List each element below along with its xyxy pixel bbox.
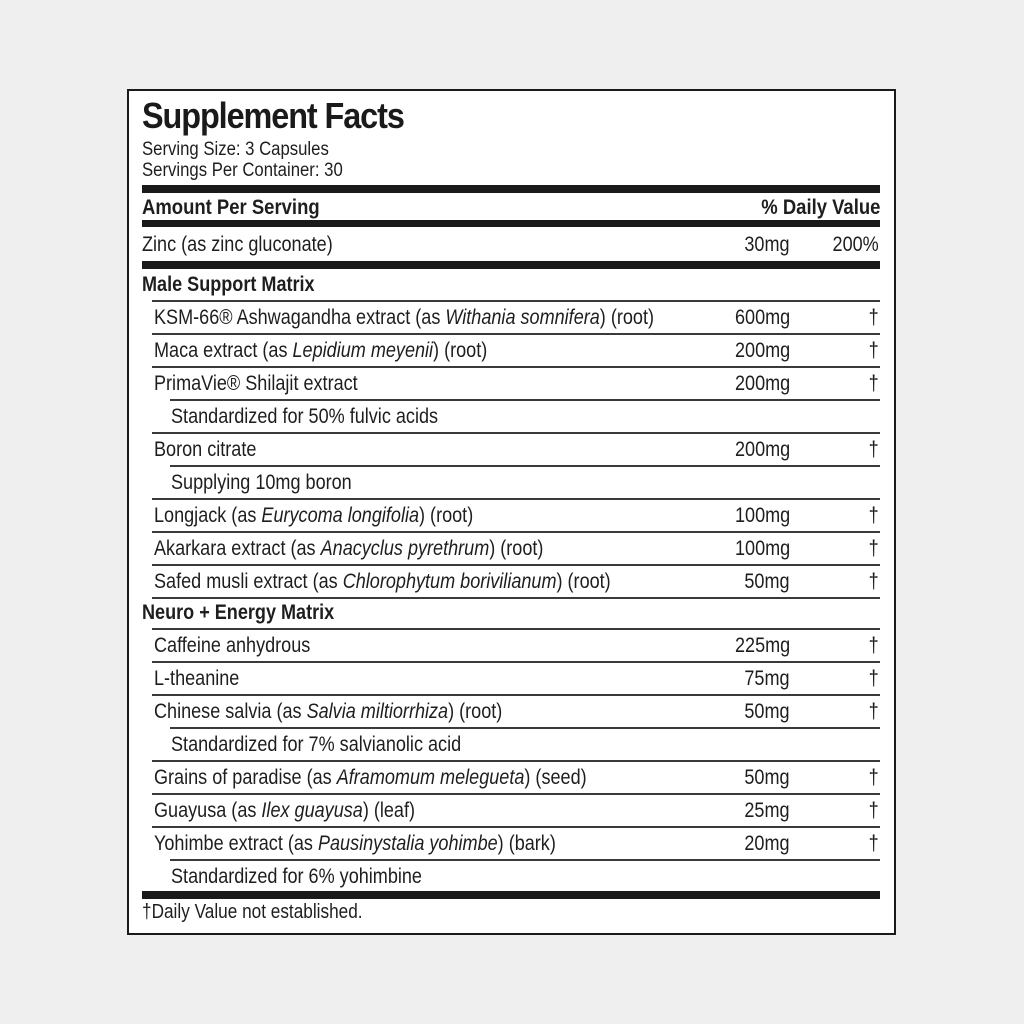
ingredient-amount: 50mg xyxy=(744,766,790,789)
ingredient-name xyxy=(154,504,473,528)
row-divider xyxy=(152,661,880,663)
nutrient-amount: 30mg xyxy=(744,233,790,256)
ingredient-text: Safed musli extract (as xyxy=(154,570,343,593)
ingredient-text: Maca extract (as xyxy=(154,339,293,362)
plant-part: ) (root) xyxy=(599,306,654,329)
latin-name: Lepidium meyenii xyxy=(292,339,434,362)
note-text: Standardized for 6% yohimbine xyxy=(171,865,422,888)
latin-name: Anacyclus pyrethrum xyxy=(320,537,490,560)
row-divider xyxy=(152,498,880,500)
row-divider xyxy=(170,465,880,467)
ingredient-row xyxy=(142,826,880,859)
ingredient-row xyxy=(142,531,880,564)
ingredient-row xyxy=(142,694,880,727)
ingredient-text: Guayusa (as xyxy=(154,799,262,822)
ingredient-amount: 25mg xyxy=(744,799,790,822)
note-text: Standardized for 7% salvianolic acid xyxy=(171,733,462,756)
serving-size: Serving Size: 3 Capsules xyxy=(142,139,329,160)
ingredient-subnote-row xyxy=(142,399,880,432)
section-title: Male Support Matrix xyxy=(142,273,315,296)
plant-part: ) (root) xyxy=(433,339,488,362)
dagger-icon: † xyxy=(868,634,879,657)
ingredient-amount: 100mg xyxy=(734,537,790,560)
ingredient-name xyxy=(154,372,358,396)
nutrient-name: Zinc (as zinc gluconate) xyxy=(142,233,333,256)
latin-name: Chlorophytum borivilianum xyxy=(342,570,557,593)
dagger-icon: † xyxy=(868,372,879,395)
note-text: Supplying 10mg boron xyxy=(171,471,352,494)
section-title: Neuro + Energy Matrix xyxy=(142,601,335,624)
ingredient-text: L-theanine xyxy=(154,667,240,690)
section-header xyxy=(142,597,880,628)
daily-value: 200% xyxy=(832,233,879,256)
plant-part: ) (root) xyxy=(448,700,503,723)
ingredient-text: Akarkara extract (as xyxy=(154,537,321,560)
dagger-icon: † xyxy=(868,766,879,789)
dagger-icon: † xyxy=(868,537,879,560)
row-divider xyxy=(152,694,880,696)
ingredient-amount: 75mg xyxy=(744,667,790,690)
row-divider xyxy=(152,300,880,302)
dagger-icon: † xyxy=(868,832,879,855)
ingredient-note xyxy=(171,471,352,495)
label-title: Supplement Facts xyxy=(142,95,404,136)
ingredient-subnote-row xyxy=(142,727,880,760)
row-divider xyxy=(152,366,880,368)
daily-value-label: % Daily Value xyxy=(760,196,880,219)
ingredient-row xyxy=(142,760,880,793)
dagger-icon: † xyxy=(868,799,879,822)
ingredient-name xyxy=(154,306,654,330)
ingredient-name xyxy=(154,832,556,856)
ingredient-amount: 600mg xyxy=(734,306,790,329)
latin-name: Ilex guayusa xyxy=(261,799,363,822)
ingredient-name xyxy=(154,339,487,363)
plant-part: ) (root) xyxy=(419,504,474,527)
note-text: Standardized for 50% fulvic acids xyxy=(171,405,439,428)
row-divider xyxy=(170,859,880,861)
ingredient-amount: 20mg xyxy=(744,832,790,855)
plant-part: ) (bark) xyxy=(497,832,556,855)
ingredient-row xyxy=(142,300,880,333)
ingredient-text: Boron citrate xyxy=(154,438,257,461)
ingredient-note xyxy=(171,405,438,429)
ingredient-name xyxy=(154,766,587,790)
row-divider xyxy=(152,826,880,828)
ingredient-row xyxy=(142,366,880,399)
ingredient-name xyxy=(154,799,415,823)
row-divider xyxy=(152,628,880,630)
ingredient-row xyxy=(142,498,880,531)
dagger-icon: † xyxy=(868,570,879,593)
ingredient-text: PrimaVie® Shilajit extract xyxy=(154,372,358,395)
dagger-icon: † xyxy=(868,438,879,461)
latin-name: Withania somnifera xyxy=(445,306,600,329)
dagger-icon: † xyxy=(868,339,879,362)
thick-divider xyxy=(142,220,880,227)
ingredient-row xyxy=(142,333,880,366)
section-header xyxy=(142,269,880,300)
plant-part: ) (leaf) xyxy=(362,799,416,822)
ingredient-amount: 200mg xyxy=(734,339,790,362)
ingredient-row xyxy=(142,661,880,694)
ingredient-name xyxy=(154,438,256,462)
ingredient-amount: 200mg xyxy=(734,438,790,461)
row-divider xyxy=(152,564,880,566)
latin-name: Aframomum melegueta xyxy=(336,766,525,789)
ingredient-row xyxy=(142,564,880,597)
latin-name: Eurycoma longifolia xyxy=(261,504,420,527)
zinc-row xyxy=(142,227,880,260)
ingredient-text: KSM-66® Ashwagandha extract (as xyxy=(154,306,446,329)
row-divider xyxy=(170,727,880,729)
plant-part: ) (root) xyxy=(489,537,544,560)
ingredient-name xyxy=(154,634,310,658)
ingredient-name xyxy=(154,570,611,594)
ingredient-text: Yohimbe extract (as xyxy=(154,832,318,855)
thick-divider xyxy=(142,185,880,193)
footnote: †Daily Value not established. xyxy=(142,901,363,923)
ingredient-row xyxy=(142,432,880,465)
ingredient-amount: 50mg xyxy=(744,700,790,723)
ingredient-amount: 225mg xyxy=(734,634,790,657)
ingredient-subnote-row xyxy=(142,465,880,498)
dagger-icon: † xyxy=(868,504,879,527)
ingredient-amount: 100mg xyxy=(734,504,790,527)
thick-divider xyxy=(142,261,880,269)
row-divider xyxy=(152,432,880,434)
ingredient-text: Chinese salvia (as xyxy=(154,700,307,723)
ingredient-note xyxy=(171,865,422,889)
plant-part: ) (seed) xyxy=(524,766,587,789)
ingredient-row xyxy=(142,628,880,661)
row-divider xyxy=(152,760,880,762)
ingredient-note xyxy=(171,733,461,757)
ingredient-name xyxy=(154,537,543,561)
latin-name: Pausinystalia yohimbe xyxy=(317,832,498,855)
plant-part: ) (root) xyxy=(556,570,611,593)
dagger-icon: † xyxy=(868,306,879,329)
ingredient-row xyxy=(142,793,880,826)
latin-name: Salvia miltiorrhiza xyxy=(306,700,449,723)
servings-per-container: Servings Per Container: 30 xyxy=(142,160,343,181)
amount-per-serving-label: Amount Per Serving xyxy=(142,196,320,219)
row-divider xyxy=(152,333,880,335)
row-divider xyxy=(152,793,880,795)
supplement-facts-label xyxy=(127,89,896,935)
ingredient-subnote-row xyxy=(142,859,880,892)
ingredient-text: Caffeine anhydrous xyxy=(154,634,311,657)
ingredient-text: Longjack (as xyxy=(154,504,262,527)
row-divider xyxy=(170,399,880,401)
amount-header xyxy=(142,193,880,219)
ingredient-amount: 50mg xyxy=(744,570,790,593)
ingredient-text: Grains of paradise (as xyxy=(154,766,337,789)
ingredient-amount: 200mg xyxy=(734,372,790,395)
ingredient-name xyxy=(154,667,239,691)
dagger-icon: † xyxy=(868,667,879,690)
thick-divider xyxy=(142,891,880,899)
row-divider xyxy=(152,531,880,533)
ingredient-name xyxy=(154,700,502,724)
dagger-icon: † xyxy=(868,700,879,723)
